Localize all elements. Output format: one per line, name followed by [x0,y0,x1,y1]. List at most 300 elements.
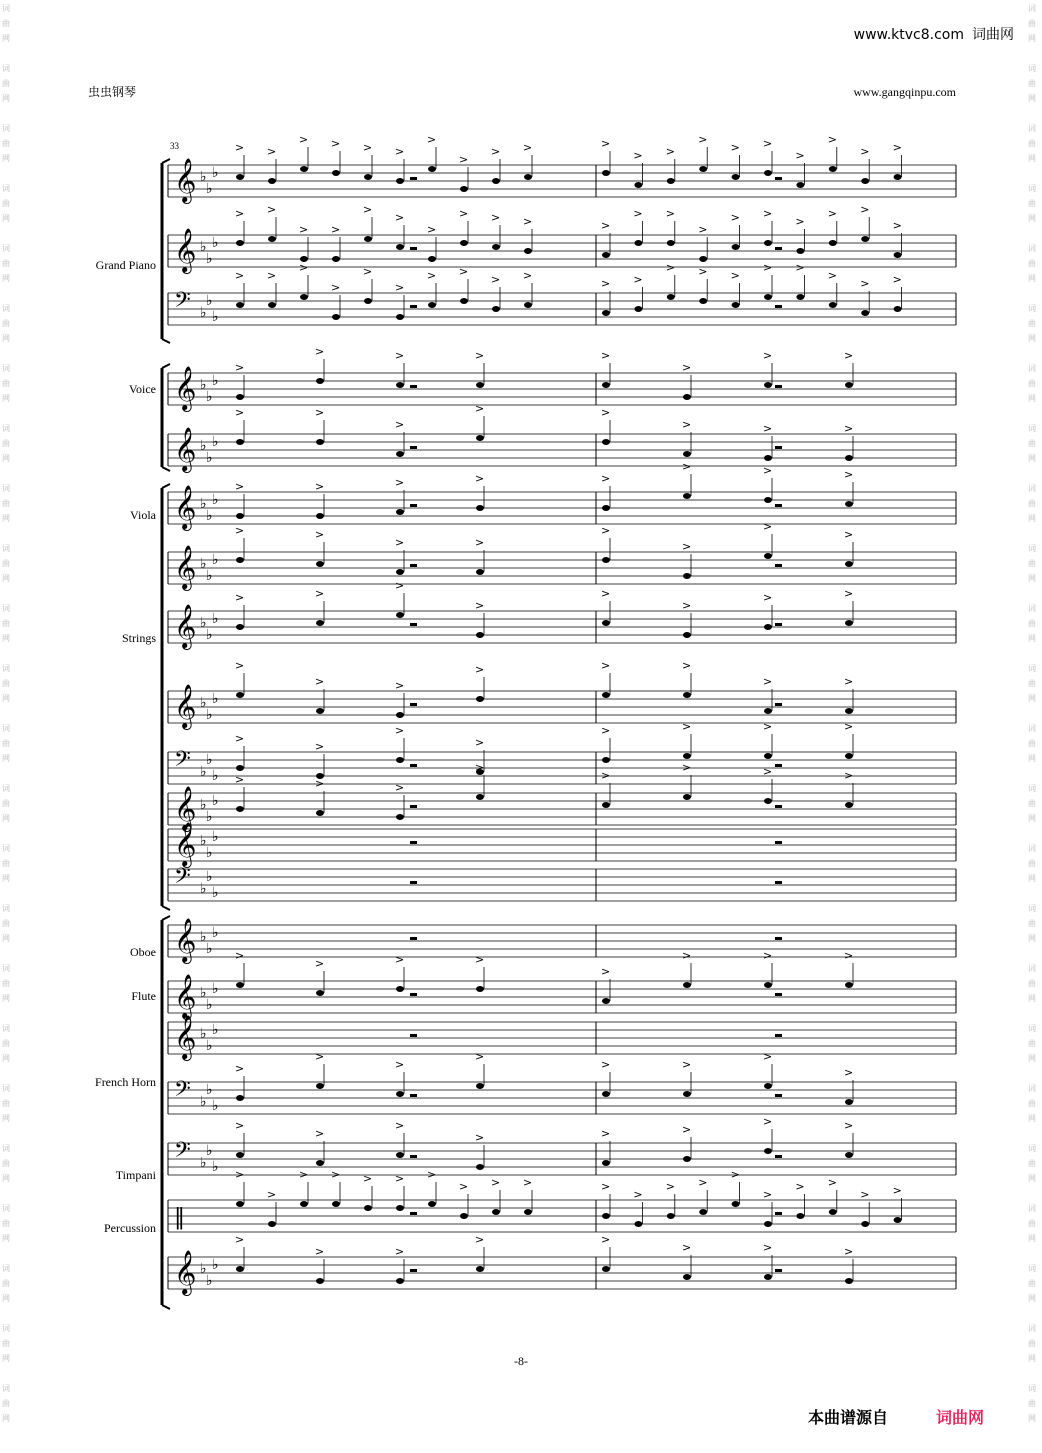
notehead [764,553,772,559]
accent-icon: > [601,1180,611,1193]
watermark-char: 词 [2,64,10,73]
rest-icon [775,1094,782,1097]
accent-icon: > [395,953,405,966]
notehead [524,248,532,254]
watermark-char: 曲 [1028,1039,1036,1048]
notehead [332,314,340,320]
notehead [396,382,404,388]
flat-icon: ♭ [212,925,219,941]
notehead [845,1152,853,1158]
notehead [602,170,610,176]
notehead [396,712,404,718]
notehead [634,1221,642,1227]
rest-icon [775,764,782,767]
notehead [300,1201,308,1207]
notehead [236,557,244,563]
instrument-label-timpani: Timpani [115,1168,156,1182]
rest-icon [775,993,782,996]
notehead [476,794,484,800]
watermark-char: 曲 [1028,739,1036,748]
accent-icon: > [698,265,708,278]
notehead [845,455,853,461]
accent-icon: > [698,133,708,146]
accent-icon: > [315,345,325,358]
notehead [316,513,324,519]
notehead [683,1156,691,1162]
notehead [894,174,902,180]
bass-clef-icon: 𝄢 [174,747,191,777]
notehead [428,1201,436,1207]
accent-icon: > [682,599,692,612]
rest-icon [775,937,782,940]
accent-icon: > [235,480,245,493]
accent-icon: > [682,761,692,774]
notehead [316,378,324,384]
notehead [699,1209,707,1215]
accent-icon: > [331,281,341,294]
watermark-char: 词 [2,1384,10,1393]
notehead [845,1099,853,1105]
watermark-char: 词 [1028,1204,1036,1213]
accent-icon: > [844,769,854,782]
watermark-char: 词 [2,1024,10,1033]
staff [168,427,956,473]
watermark-char: 曲 [2,739,10,748]
accent-icon: > [315,675,325,688]
flat-icon: ♭ [200,929,207,945]
notehead [364,174,372,180]
notehead [236,1201,244,1207]
flat-icon: ♭ [200,985,207,1001]
watermark-char: 网 [2,934,10,943]
notehead [364,236,372,242]
flat-icon: ♭ [200,1261,207,1277]
instrument-label-oboe: Oboe [130,945,156,959]
accent-icon: > [315,480,325,493]
accent-icon: > [395,476,405,489]
accent-icon: > [601,659,611,672]
rest-icon [775,1212,782,1215]
accent-icon: > [601,769,611,782]
watermark-char: 曲 [1028,439,1036,448]
watermark-char: 曲 [1028,859,1036,868]
notehead [396,314,404,320]
instrument-label-viola: Viola [130,508,156,522]
accent-icon: > [827,1176,838,1189]
flat-icon: ♭ [212,1257,219,1273]
flat-icon: ♭ [212,235,219,251]
notehead [460,186,468,192]
accent-icon: > [395,579,405,592]
accent-icon: > [827,269,838,282]
accent-icon: > [601,137,611,150]
watermark-char: 曲 [1028,199,1036,208]
watermark-char: 词 [2,1204,10,1213]
watermark-char: 词 [2,244,10,253]
accent-icon: > [860,203,870,216]
treble-clef-icon: 𝄞 [174,427,197,471]
rest-icon [410,247,417,250]
accent-icon: > [427,269,437,282]
accent-icon: > [475,736,485,749]
notehead [683,1091,691,1097]
notehead [236,174,244,180]
accent-icon: > [682,659,692,672]
accent-icon: > [601,277,611,290]
notehead [845,620,853,626]
rest-icon [410,504,417,507]
accent-icon: > [844,1245,854,1258]
notehead [316,708,324,714]
watermark-char: 网 [2,94,10,103]
measure-number: 33 [170,141,179,151]
notehead [236,692,244,698]
flat-icon: ♭ [206,1038,213,1054]
accent-icon: > [795,215,805,228]
flat-icon: ♭ [206,627,213,643]
accent-icon: > [633,207,643,220]
accent-icon: > [235,269,245,282]
watermark-char: 网 [1028,994,1036,1003]
notehead [683,794,691,800]
notehead [236,1266,244,1272]
notehead [300,166,308,172]
flat-icon: ♭ [212,981,219,997]
notehead [332,256,340,262]
watermark-char: 词 [1028,544,1036,553]
score-source-title: 虫虫钢琴 [88,85,137,99]
notehead [796,294,804,300]
notehead [316,1278,324,1284]
accent-icon: > [763,464,773,477]
notehead [861,1221,869,1227]
watermark-char: 词 [2,184,10,193]
treble-clef-icon: 𝄞 [174,366,197,410]
flat-icon: ♭ [212,793,219,809]
notehead [845,708,853,714]
watermark-char: 网 [1028,394,1036,403]
accent-icon: > [235,659,245,672]
accent-icon: > [427,133,437,146]
notehead [683,451,691,457]
flat-icon: ♭ [200,615,207,631]
accent-icon: > [523,1176,533,1189]
accent-icon: > [795,261,805,274]
accent-icon: > [235,1062,245,1075]
notehead [764,982,772,988]
accent-icon: > [763,675,773,688]
notehead [396,1152,404,1158]
flat-icon: ♭ [200,1094,207,1110]
notehead [894,1217,902,1223]
flat-icon: ♭ [206,809,213,825]
notehead [332,1201,340,1207]
accent-icon: > [844,587,854,600]
rest-icon [775,881,782,884]
accent-icon: > [523,141,533,154]
instrument-label-voice: Voice [128,382,156,396]
flat-icon: ♭ [206,568,213,584]
treble-clef-icon: 𝄞 [174,786,197,830]
notehead [268,1221,276,1227]
watermark-char: 词 [1028,604,1036,613]
accent-icon: > [682,1241,692,1254]
flat-icon: ♭ [200,881,207,897]
watermark-char: 词 [1028,124,1036,133]
note-glyphs [235,133,902,1284]
bass-clef-icon: 𝄢 [174,288,191,318]
notehead [683,692,691,698]
rest-icon [410,177,417,180]
site-url[interactable]: www.ktvc8.com [853,27,964,43]
rest-icon [775,805,782,808]
flat-icon: ♭ [212,1159,219,1175]
footer-source-text: 本曲谱源自 [808,1408,889,1427]
rest-icon [410,937,417,940]
watermark-char: 曲 [1028,319,1036,328]
accent-icon: > [299,1168,309,1181]
notehead [764,753,772,759]
flat-icon: ♭ [206,450,213,466]
accent-icon: > [682,720,692,733]
flat-icon: ♭ [206,1082,213,1098]
accent-icon: > [827,207,838,220]
accent-icon: > [844,949,854,962]
notehead [861,236,869,242]
notehead [764,1083,772,1089]
flat-icon: ♭ [200,377,207,393]
staff [168,604,956,650]
notehead [316,1083,324,1089]
staff [168,1200,956,1232]
accent-icon: > [763,207,773,220]
staff [168,684,956,730]
accent-icon: > [331,137,341,150]
staff [168,366,956,412]
accent-icon: > [395,1058,405,1071]
accent-icon: > [795,149,805,162]
accent-icon: > [475,761,485,774]
watermark-char: 网 [2,1114,10,1123]
notehead [316,810,324,816]
notehead [764,240,772,246]
notehead [236,765,244,771]
accent-icon: > [844,1066,854,1079]
treble-clef-icon: 𝄞 [174,158,197,202]
watermark-char: 网 [1028,274,1036,283]
accent-icon: > [395,781,405,794]
notehead [764,1274,772,1280]
watermark-char: 曲 [2,19,10,28]
notehead [602,802,610,808]
watermark-char: 词 [2,1324,10,1333]
accent-icon: > [491,1176,501,1189]
accent-icon: > [633,149,643,162]
notehead [476,1083,484,1089]
accent-icon: > [395,536,405,549]
accent-icon: > [459,207,469,220]
notehead [476,382,484,388]
accent-icon: > [475,349,485,362]
notehead [602,998,610,1004]
instrument-label-percussion: Percussion [104,1221,156,1235]
staff [168,545,956,591]
footer-brand[interactable]: 词曲网 [936,1408,985,1427]
accent-icon: > [395,724,405,737]
staff [168,822,956,868]
notehead [268,178,276,184]
accent-icon: > [315,587,325,600]
perc-clef-icon: ‖ [174,1205,185,1230]
notehead [683,753,691,759]
accent-icon: > [844,468,854,481]
notehead [492,244,500,250]
notehead [236,624,244,630]
accent-icon: > [427,223,437,236]
watermark-char: 网 [1028,1174,1036,1183]
accent-icon: > [892,141,902,154]
watermark-char: 曲 [2,619,10,628]
flat-icon: ♭ [206,1273,213,1289]
watermark-char: 网 [1028,1354,1036,1363]
notehead [683,982,691,988]
watermark-char: 曲 [2,199,10,208]
bass-clef-icon: 𝄢 [174,864,191,894]
accent-icon: > [665,261,676,274]
notehead [634,240,642,246]
rest-icon [775,623,782,626]
watermark-char: 网 [2,1354,10,1363]
watermark-char: 网 [1028,694,1036,703]
notehead [602,757,610,763]
accent-icon: > [299,223,309,236]
flat-icon: ♭ [200,833,207,849]
watermark-char: 词 [1028,484,1036,493]
rest-icon [775,385,782,388]
accent-icon: > [331,1168,341,1181]
rest-icon [410,805,417,808]
accent-icon: > [459,153,469,166]
accent-icon: > [235,1233,245,1246]
notehead [428,256,436,262]
watermark-char: 词 [1028,1384,1036,1393]
instrument-label-strings: Strings [121,631,156,645]
notehead [476,435,484,441]
notehead [829,166,837,172]
notehead [764,294,772,300]
flat-icon: ♭ [200,239,207,255]
accent-icon: > [475,536,485,549]
watermark-char: 词 [2,484,10,493]
accent-icon: > [860,1188,870,1201]
accent-icon: > [763,349,773,362]
watermark-char: 网 [1028,334,1036,343]
watermark-char: 曲 [2,259,10,268]
staff [168,1138,956,1175]
accent-icon: > [395,1245,405,1258]
notehead [316,620,324,626]
notehead [764,382,772,388]
watermark-char: 曲 [1028,1219,1036,1228]
accent-icon: > [491,145,501,158]
watermark-char: 网 [1028,934,1036,943]
staff [168,747,956,784]
accent-icon: > [763,765,773,778]
watermark-char: 网 [2,754,10,763]
rest-icon [410,564,417,567]
accent-icon: > [844,720,854,733]
accent-icon: > [363,203,373,216]
score-source-url[interactable]: www.gangqinpu.com [853,85,956,99]
accent-icon: > [491,273,501,286]
treble-clef-icon: 𝄞 [174,228,197,272]
instrument-label-grand-piano: Grand Piano [95,258,156,272]
watermark-char: 词 [2,364,10,373]
watermark-char: 网 [2,334,10,343]
watermark-char: 曲 [1028,379,1036,388]
rest-icon [775,1034,782,1037]
watermark-char: 网 [1028,1234,1036,1243]
flat-icon: ♭ [212,309,219,325]
notehead [602,310,610,316]
staff-system [162,158,956,1309]
flat-icon: ♭ [212,829,219,845]
notehead [364,298,372,304]
notehead [796,1213,804,1219]
rest-icon [775,841,782,844]
watermark-char: 词 [2,544,10,553]
rest-icon [410,305,417,308]
accent-icon: > [844,528,854,541]
notehead [732,244,740,250]
rest-icon [410,1155,417,1158]
notehead [732,302,740,308]
watermark-char: 曲 [1028,799,1036,808]
watermark-char: 曲 [1028,1099,1036,1108]
accent-icon: > [682,361,692,374]
watermark-char: 曲 [2,859,10,868]
watermark-char: 词 [1028,244,1036,253]
accent-icon: > [730,1168,740,1181]
accent-icon: > [475,1050,485,1063]
flat-icon: ♭ [212,552,219,568]
watermark-char: 网 [1028,454,1036,463]
flat-icon: ♭ [206,251,213,267]
notehead [845,802,853,808]
watermark-char: 曲 [2,1339,10,1348]
notehead [602,439,610,445]
flat-icon: ♭ [206,707,213,723]
rest-icon [775,247,782,250]
flat-icon: ♭ [200,305,207,321]
notehead [492,1209,500,1215]
flat-icon: ♭ [200,797,207,813]
notehead [236,439,244,445]
flat-icon: ♭ [206,997,213,1013]
accent-icon: > [235,361,245,374]
accent-icon: > [395,679,405,692]
accent-icon: > [698,223,708,236]
watermark-char: 词 [1028,784,1036,793]
notehead [764,497,772,503]
flat-icon: ♭ [206,752,213,768]
watermark-char: 曲 [1028,1159,1036,1168]
accent-icon: > [682,540,692,553]
accent-icon: > [682,949,692,962]
notehead [732,174,740,180]
flat-icon: ♭ [206,508,213,524]
notehead [236,394,244,400]
